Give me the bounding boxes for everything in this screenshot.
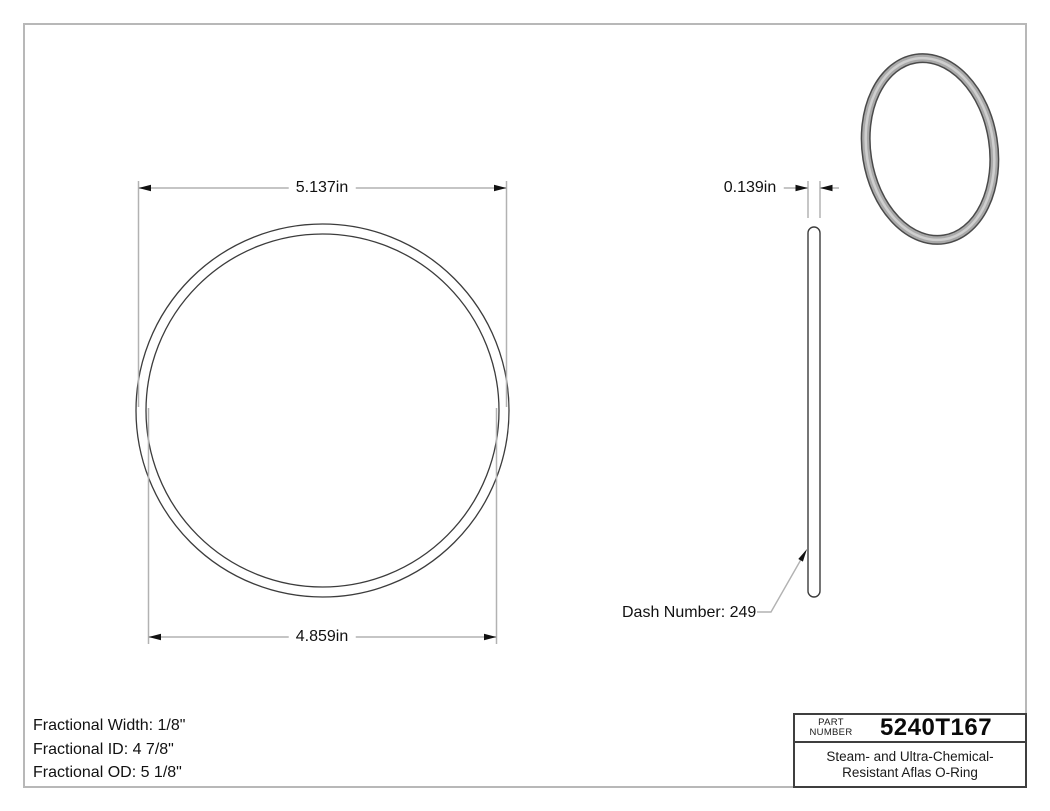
isometric-oring bbox=[853, 49, 1007, 250]
part-number-caption bbox=[795, 718, 863, 738]
od-dimension-label: 5.137in bbox=[289, 179, 356, 197]
part-caption-line2: NUMBER bbox=[809, 727, 853, 738]
od-arrow-left bbox=[139, 185, 152, 191]
width-arrow-left bbox=[796, 185, 809, 191]
drawing-border bbox=[24, 24, 1026, 787]
dash-number-label: Dash Number: 249 bbox=[622, 604, 757, 621]
title-block bbox=[793, 713, 1027, 788]
part-number-row bbox=[795, 715, 1025, 743]
part-caption-line1: PART bbox=[818, 717, 844, 728]
id-dimension-label: 4.859in bbox=[289, 628, 356, 646]
inner-circle bbox=[146, 234, 499, 587]
oring-tube-highlight bbox=[853, 49, 1007, 250]
part-description bbox=[795, 743, 1025, 786]
id-arrow-left bbox=[149, 634, 162, 640]
part-description-line2: Resistant Aflas O-Ring bbox=[842, 764, 978, 780]
fractional-width-text: Fractional Width: 1/8" bbox=[33, 717, 186, 734]
side-view-profile bbox=[808, 227, 820, 597]
part-number-value: 5240T167 bbox=[879, 714, 993, 741]
oring-tube-outline bbox=[853, 49, 1007, 250]
fractional-specs bbox=[33, 714, 185, 785]
outer-circle bbox=[136, 224, 509, 597]
width-dimension bbox=[780, 181, 839, 218]
oring-tube-body bbox=[853, 49, 1007, 250]
part-description-line1: Steam- and Ultra-Chemical- bbox=[826, 748, 994, 764]
dash-number-leader bbox=[757, 549, 807, 612]
dash-number-arrow bbox=[798, 549, 807, 562]
id-arrow-right bbox=[484, 634, 497, 640]
width-arrow-right bbox=[820, 185, 833, 191]
id-dimension bbox=[149, 408, 497, 644]
od-arrow-right bbox=[494, 185, 507, 191]
front-view bbox=[136, 224, 509, 597]
width-dimension-label: 0.139in bbox=[717, 179, 784, 197]
od-dimension bbox=[139, 181, 507, 407]
fractional-od-text: Fractional OD: 5 1/8" bbox=[33, 764, 182, 781]
fractional-id-text: Fractional ID: 4 7/8" bbox=[33, 740, 174, 758]
